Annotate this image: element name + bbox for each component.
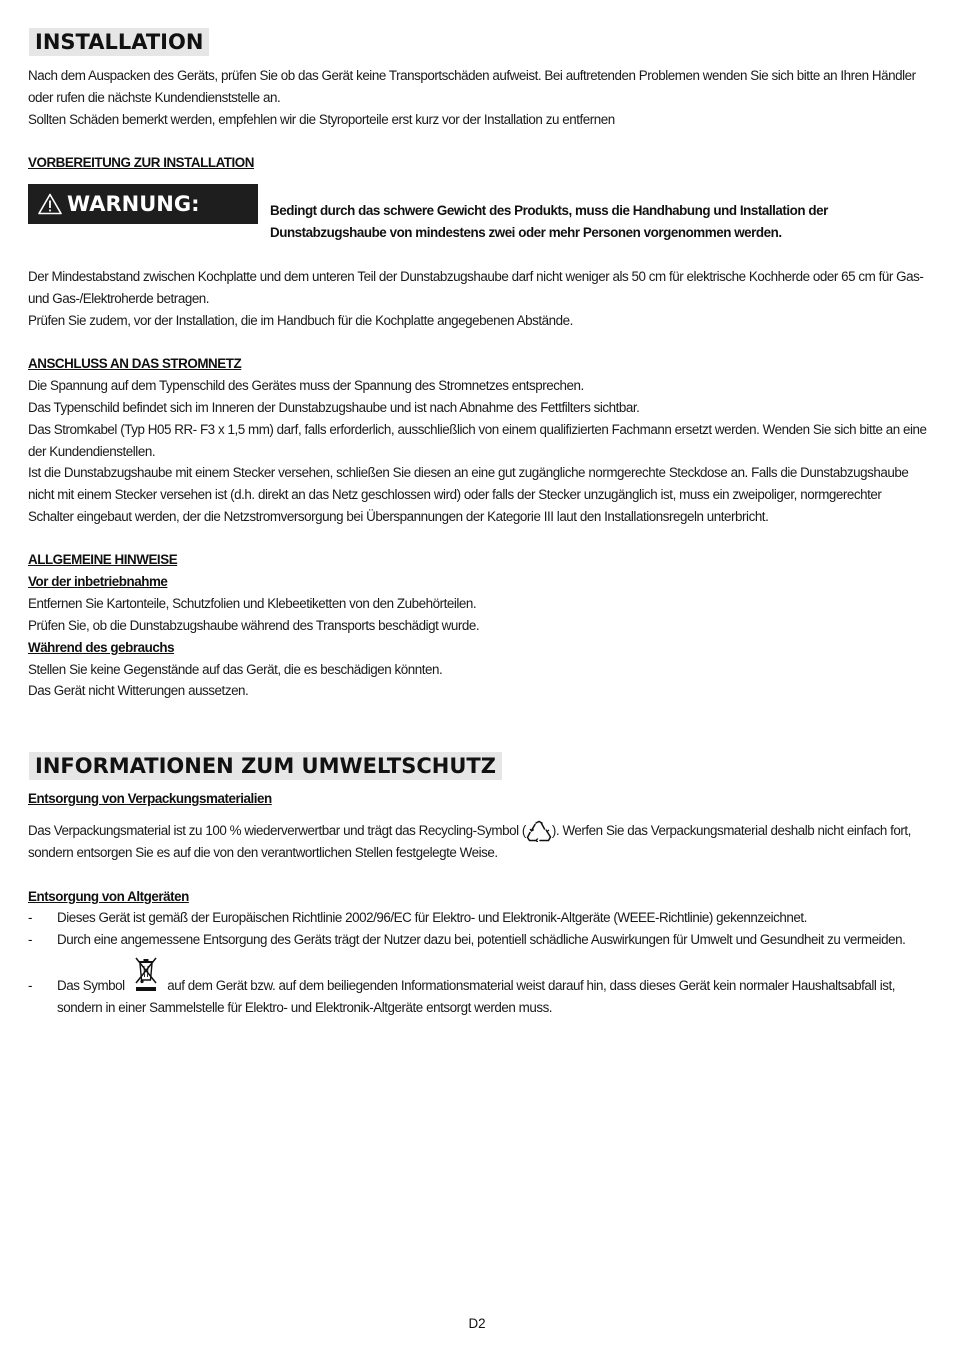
list-item	[28, 975, 928, 1021]
bullet-dash: -	[28, 932, 33, 947]
old-devices-heading: Entsorgung von Altgeräten	[28, 889, 189, 904]
weee-bullet-2: Durch eine angemessene Entsorgung des Geräts trägt der Nutzer dazu bei, potentiell schädliche Auswirkungen für Umwelt und Gesundheit zu vermeiden.	[57, 932, 906, 947]
weee-bullet-3-start: Das Symbol	[57, 978, 128, 993]
installation-intro-2: Sollten Schäden bemerkt werden, empfehlen wir die Styroporteile erst kurz vor der Installation zu entfernen	[28, 112, 615, 127]
power-text-1: Die Spannung auf dem Typenschild des Gerätes muss der Spannung des Stromnetzes entsprechen.	[28, 378, 584, 393]
before-use-text-1: Entfernen Sie Kartonteile, Schutzfolien und Klebeetiketten von den Zubehörteilen.	[28, 596, 477, 611]
bullet-dash: -	[28, 978, 33, 993]
weee-bullet-1: Dieses Gerät ist gemäß der Europäischen Richtlinie 2002/96/EC für Elektro- und Elektronik-Altgeräte (WEEE-Richtlinie) gekennzeichnet.	[57, 910, 807, 925]
warning-label: WARNUNG:	[67, 192, 200, 216]
during-use-text-1: Stellen Sie keine Gegenstände auf das Gerät, die es beschädigen könnten.	[28, 662, 443, 677]
installation-intro-1: Nach dem Auspacken des Geräts, prüfen Sie ob das Gerät keine Transportschäden aufweist. Bei auftretenden Problemen wenden Sie sich bitte an Ihren Händler oder rufen die nächste Kundendienststelle an.	[28, 68, 916, 105]
warning-box	[28, 184, 258, 224]
general-heading: ALLGEMEINE HINWEISE	[28, 552, 178, 567]
packaging-text-start: Das Verpackungsmaterial ist zu 100 % wiederverwertbar und trägt das Recycling-Symbol (	[28, 823, 526, 838]
during-use-heading: Während des gebrauchs	[28, 640, 175, 655]
preparation-heading: VORBEREITUNG ZUR INSTALLATION	[28, 155, 254, 170]
distance-text-1: Der Mindestabstand zwischen Kochplatte und dem unteren Teil der Dunstabzugshaube darf nicht weniger als 50 cm für elektrische Kochherde oder 65 cm für Gas- und Gas-/Elektroherde betragen.	[28, 269, 924, 306]
bullet-dash: -	[28, 910, 33, 925]
weee-bullet-3	[57, 975, 929, 1019]
before-use-text-2: Prüfen Sie, ob die Dunstabzugshaube während des Transports beschädigt wurde.	[28, 618, 480, 633]
packaging-text	[28, 820, 928, 864]
before-use-heading: Vor der inbetriebnahme	[28, 574, 168, 589]
recycling-icon	[526, 820, 552, 842]
weee-bullet-3-end: auf dem Gerät bzw. auf dem beiliegenden Informationsmaterial weist darauf hin, dass dieses Gerät kein normaler Haushaltsabfall ist, sondern in einer Sammelstelle für Elektro- und Elektronik-Altgeräte entsorgt werden muss.	[57, 978, 896, 1015]
crossed-bin-icon	[131, 955, 161, 993]
environment-heading: INFORMATIONEN ZUM UMWELTSCHUTZ	[29, 752, 502, 780]
distance-text-2: Prüfen Sie zudem, vor der Installation, die im Handbuch für die Kochplatte angegebenen Abstände.	[28, 313, 573, 328]
warning-triangle-icon	[38, 193, 62, 215]
power-heading: ANSCHLUSS AN DAS STROMNETZ	[28, 356, 242, 371]
packaging-heading: Entsorgung von Verpackungsmaterialien	[28, 791, 272, 806]
during-use-text-2: Das Gerät nicht Witterungen aussetzen.	[28, 683, 249, 698]
power-text-2: Das Typenschild befindet sich im Inneren der Dunstabzugshaube und ist nach Abnahme des Fettfilters sichtbar.	[28, 400, 640, 415]
list-item	[28, 907, 928, 929]
installation-heading: INSTALLATION	[29, 28, 209, 56]
list-item	[28, 929, 928, 951]
page-number: D2	[468, 1316, 486, 1331]
power-text-3: Das Stromkabel (Typ H05 RR- F3 x 1,5 mm) darf, falls erforderlich, ausschließlich von einem qualifizierten Fachmann ersetzt werden. Wenden Sie sich bitte an eine der Kundendienstellen.	[28, 422, 927, 459]
packaging-text-end: ). Werfen Sie das Verpackungsmaterial deshalb nicht einfach fort, sondern entsorgen Sie es auf die von den verantwortlichen Stellen festgelegte Weise.	[28, 823, 911, 861]
warning-text: Bedingt durch das schwere Gewicht des Produkts, muss die Handhabung und Installation der Dunstabzugshaube von mindestens zwei oder mehr Personen vorgenommen werden.	[270, 203, 828, 240]
power-text-4: Ist die Dunstabzugshaube mit einem Stecker versehen, schließen Sie diesen an eine gut zugängliche normgerechte Steckdose an. Falls die Dunstabzugshaube nicht mit einem Stecker versehen ist (d.h. direkt an das Netz geschlossen wird) oder falls der Stecker unzugänglich ist, muss ein zweipoliger, normgerechter Schalter eingebaut werden, der die Netzstromversorgung bei Überspannungen der Kategorie III laut den Installationsregeln unterbricht.	[28, 465, 909, 524]
